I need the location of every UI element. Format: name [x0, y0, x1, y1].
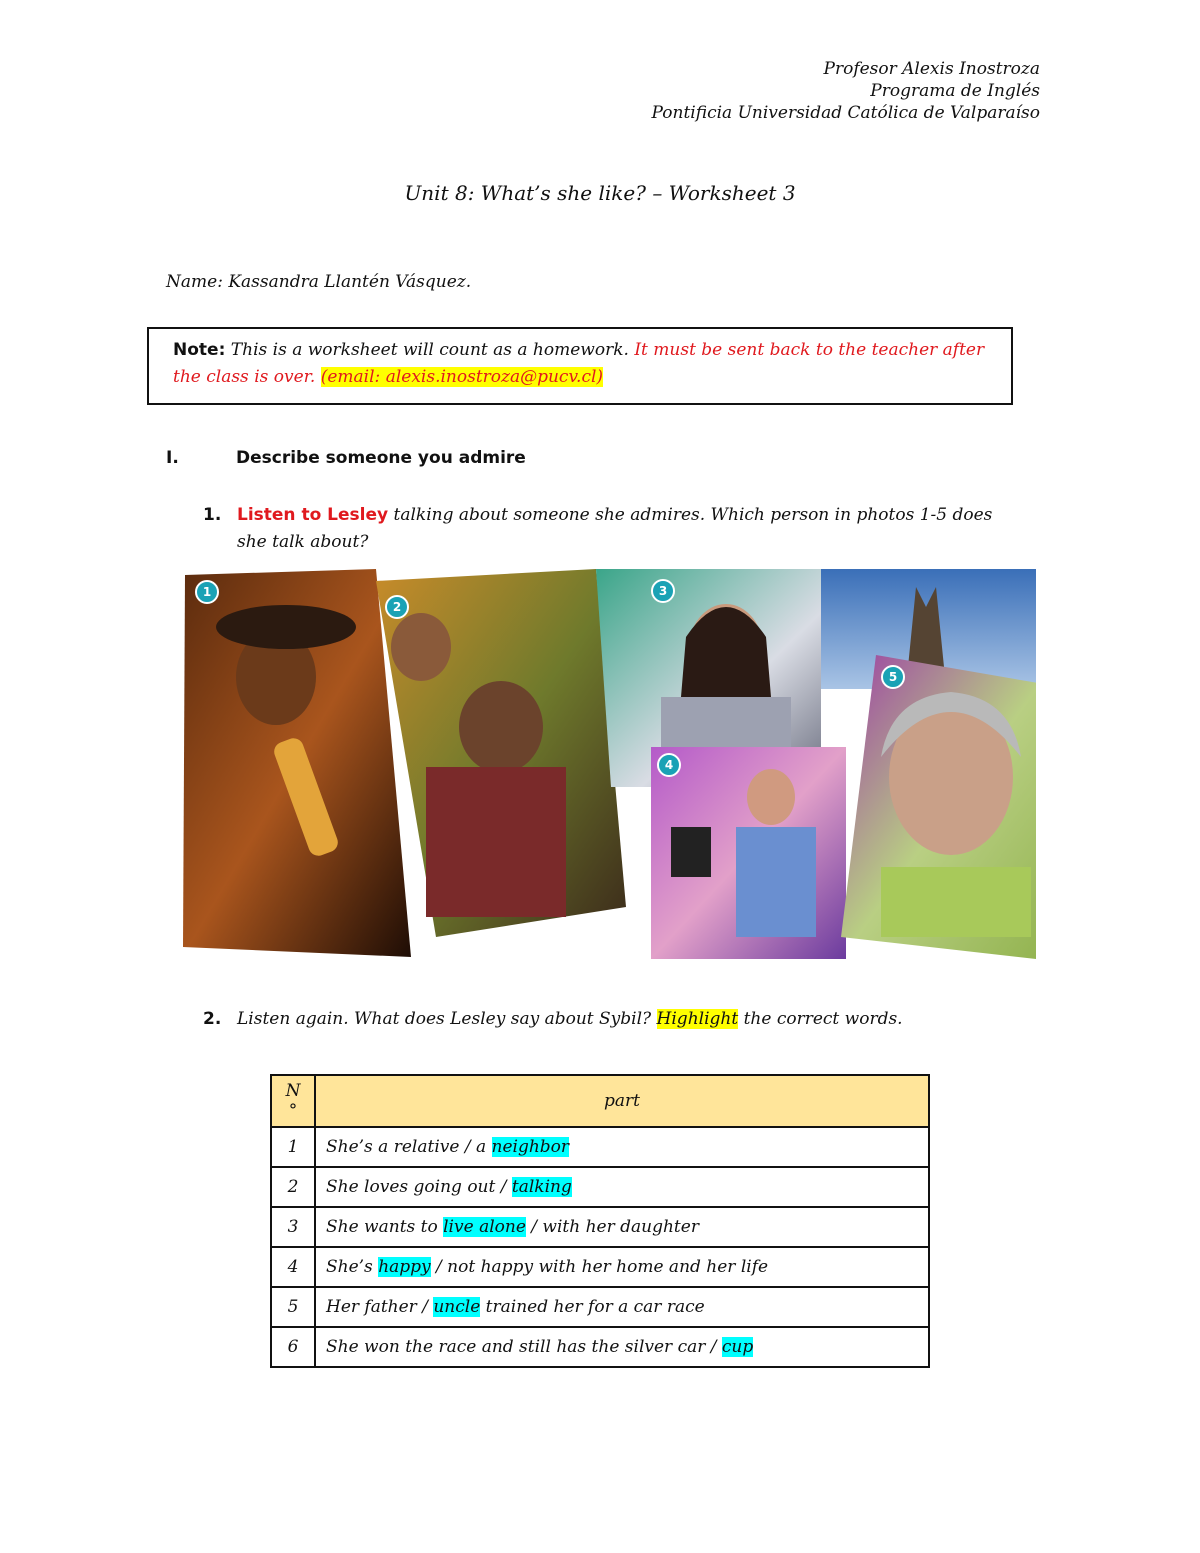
table-row — [271, 1247, 929, 1287]
row-number: 5 — [271, 1287, 315, 1327]
photo-badge-5: 5 — [881, 665, 905, 689]
sentence-text-end: / not happy with her home and her life — [430, 1257, 769, 1277]
table-row — [271, 1207, 929, 1247]
photo-collage-graphic — [181, 567, 1036, 962]
exercise-1-lead: Listen to Lesley — [237, 505, 389, 525]
highlighted-answer: talking — [511, 1177, 572, 1197]
table-header-number: N ° — [271, 1075, 315, 1127]
highlighted-answer: cup — [721, 1337, 754, 1357]
sentence-text: She’s a relative / a — [326, 1137, 492, 1157]
table-header-row — [271, 1075, 929, 1127]
exercise-1-text — [237, 502, 1027, 556]
photo-badge-2: 2 — [385, 595, 409, 619]
row-sentence — [315, 1127, 929, 1167]
note-box — [147, 327, 1013, 405]
worksheet-title: Unit 8: What’s she like? – Worksheet 3 — [404, 181, 796, 205]
note-label: Note: — [173, 340, 226, 360]
exercise-2-highlight-word: Highlight — [656, 1009, 739, 1029]
exercise-1-instruction: talking about someone she admires. Which person in photos 1-5 does she talk about? — [237, 505, 993, 552]
section-heading — [166, 448, 526, 468]
photo-badge-1: 1 — [195, 580, 219, 604]
table-row — [271, 1327, 929, 1367]
sentence-text-end: trained her for a car race — [480, 1297, 705, 1317]
highlighted-answer: live alone — [443, 1217, 526, 1237]
sentence-text: She wants to — [326, 1217, 444, 1237]
sentence-text: She loves going out / — [326, 1177, 512, 1197]
exercise-2-text — [237, 1006, 1027, 1033]
teacher-name: Profesor Alexis Inostroza — [823, 59, 1040, 79]
sentence-text: She won the race and still has the silver car / — [326, 1337, 722, 1357]
sentence-text-end: / with her daughter — [525, 1217, 699, 1237]
row-number: 2 — [271, 1167, 315, 1207]
table-row — [271, 1127, 929, 1167]
sentence-text: Her father / — [326, 1297, 434, 1317]
section-number: I. — [166, 448, 179, 468]
table-row — [271, 1287, 929, 1327]
student-name: Name: Kassandra Llantén Vásquez. — [166, 272, 472, 292]
course-header — [652, 58, 1040, 124]
sentence-text: She’s — [326, 1257, 379, 1277]
note-text — [173, 337, 999, 391]
row-number: 4 — [271, 1247, 315, 1287]
note-text-red: It must be sent back to the teacher after the class is over. — [173, 340, 985, 387]
row-number: 1 — [271, 1127, 315, 1167]
row-number: 6 — [271, 1327, 315, 1367]
photo-badge-4: 4 — [657, 753, 681, 777]
exercise-2-instruction-end: the correct words. — [738, 1009, 903, 1029]
university-name: Pontificia Universidad Católica de Valparaíso — [651, 103, 1040, 123]
program-name: Programa de Inglés — [870, 81, 1040, 101]
exercise-1-number: 1. — [203, 505, 222, 525]
note-email: (email: alexis.inostroza@pucv.cl) — [320, 367, 604, 387]
table-row — [271, 1167, 929, 1207]
highlighted-answer: neighbor — [491, 1137, 570, 1157]
note-text-black: This is a worksheet will count as a homework. — [225, 340, 629, 360]
highlighted-answer: uncle — [433, 1297, 481, 1317]
highlighted-answer: happy — [378, 1257, 431, 1277]
table-header-part: part — [315, 1075, 929, 1127]
photo-badge-3: 3 — [651, 579, 675, 603]
row-sentence — [315, 1247, 929, 1287]
row-sentence — [315, 1167, 929, 1207]
answer-table — [270, 1074, 930, 1368]
photo-collage — [181, 567, 1036, 962]
row-number: 3 — [271, 1207, 315, 1247]
section-title: Describe someone you admire — [236, 448, 526, 468]
exercise-2-instruction: Listen again. What does Lesley say about Sybil? — [237, 1009, 657, 1029]
exercise-2-number: 2. — [203, 1009, 222, 1029]
row-sentence — [315, 1287, 929, 1327]
row-sentence — [315, 1327, 929, 1367]
row-sentence — [315, 1207, 929, 1247]
